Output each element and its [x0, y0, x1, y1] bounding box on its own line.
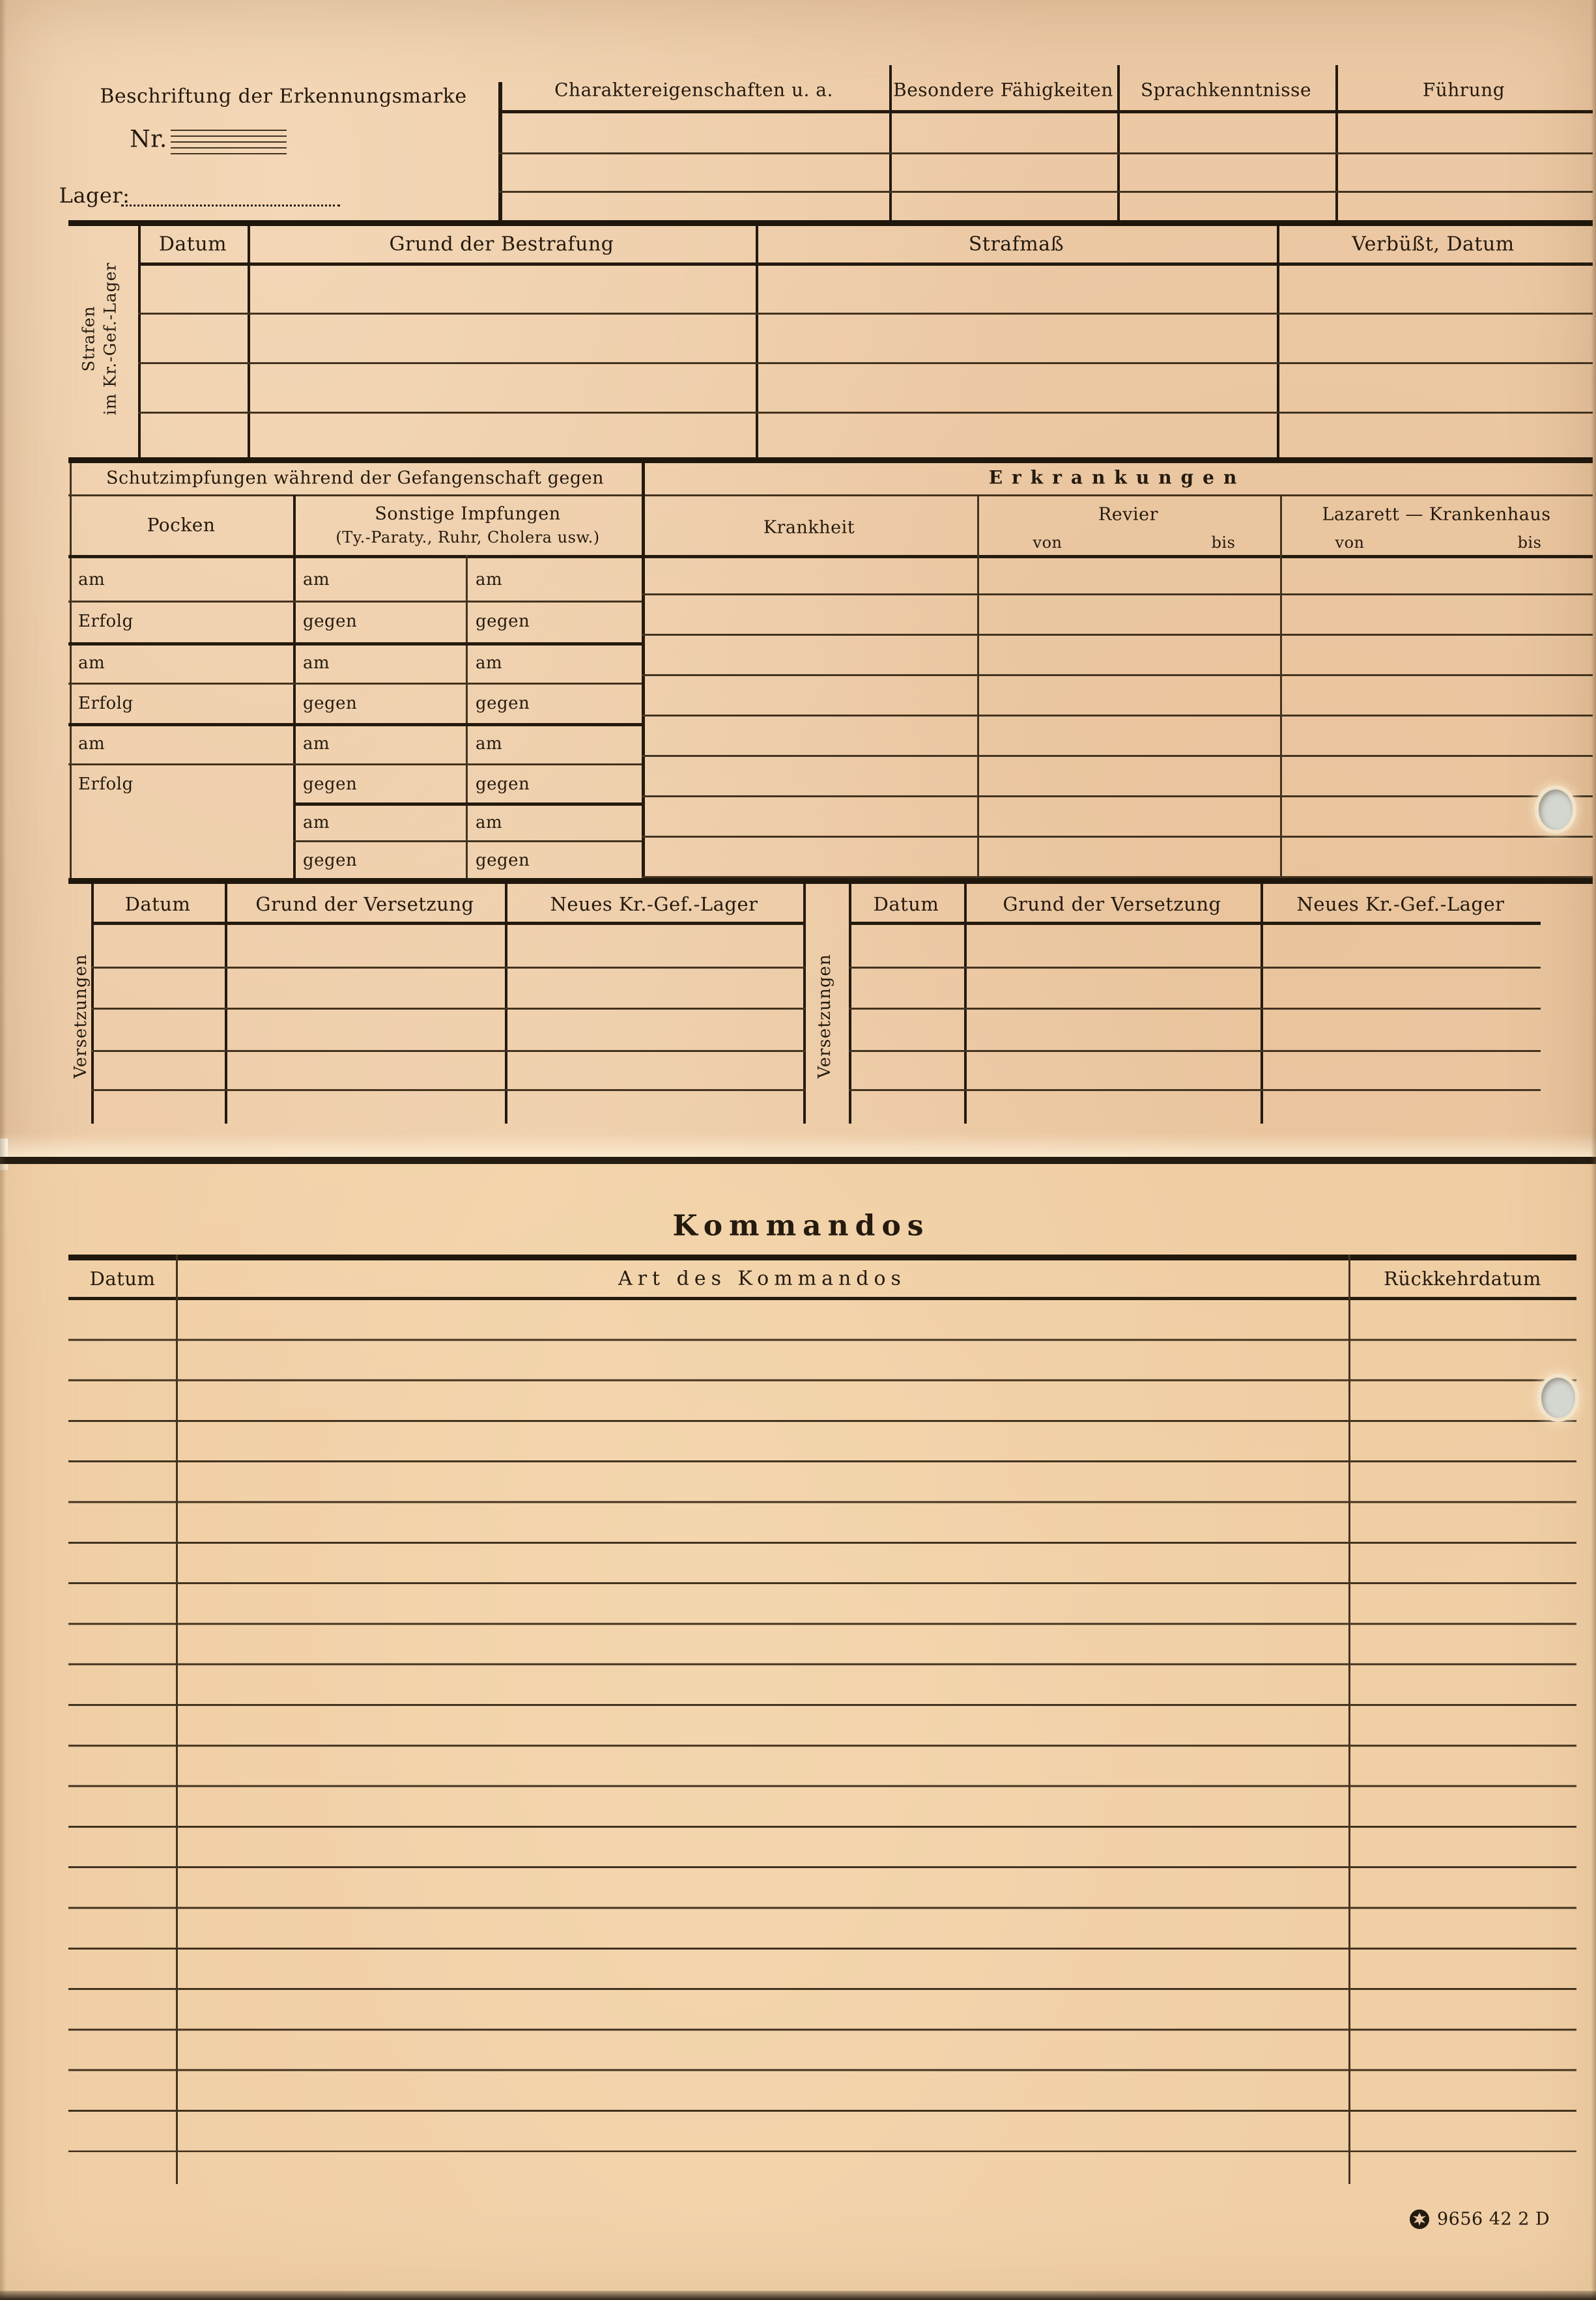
vacc-am-label: am [476, 570, 503, 589]
vacc-gegen-label: gegen [476, 694, 530, 713]
transfers-row-rule [849, 1050, 1541, 1052]
punch-hole [1539, 789, 1573, 830]
vacc-am-label: am [476, 653, 503, 673]
illnesses-revier-von: von [1033, 533, 1062, 552]
kommandos-title: Kommandos [672, 1209, 930, 1243]
traits-column-divider [1117, 65, 1120, 224]
vacc-gegen-label: gegen [303, 694, 358, 713]
illnesses-col-revier: Revier [1098, 504, 1159, 525]
traits-col-header: Sprachkenntnisse [1140, 79, 1312, 101]
punishments-col-verbuesst: Verbüßt, Datum [1352, 233, 1515, 256]
vacc-gegen-label: gegen [476, 774, 530, 794]
vacc-erfolg-label: Erfolg [78, 774, 134, 794]
traits-column-divider [1335, 65, 1338, 224]
fold-highlight [0, 1133, 1596, 1158]
transfers-row-rule [849, 1089, 1541, 1091]
transfers-side-label-right: Versetzungen [815, 954, 834, 1079]
illnesses-col-krankheit: Krankheit [763, 517, 855, 538]
transfers-column-divider [1261, 884, 1263, 1124]
traits-col-header: Führung [1422, 79, 1505, 101]
illnesses-title: Erkrankungen [988, 466, 1246, 489]
vacc-erfolg-label: Erfolg [78, 694, 134, 713]
vaccinations-left-border [70, 463, 72, 878]
vacc-am-label: am [78, 570, 106, 589]
punishments-row-rule [138, 313, 1593, 315]
kommandos-col-art: Art des Kommandos [618, 1267, 906, 1290]
transfers-row-rule [91, 1008, 805, 1010]
kommandos-col-datum: Datum [89, 1268, 156, 1290]
punishments-row-rule [138, 412, 1593, 414]
vacc-am-label: am [303, 653, 330, 673]
scan-edge-bottom [0, 2291, 1596, 2300]
punch-hole [1541, 1378, 1575, 1418]
punishments-header-rule [138, 263, 1593, 266]
vaccinations-col-sonstige: Sonstige Impfungen [375, 504, 561, 524]
vacc-gegen-label: gegen [303, 851, 358, 870]
traits-row-rule [498, 152, 1593, 154]
punishments-left-border [138, 226, 141, 459]
vacc-am-label: am [303, 813, 330, 832]
transfers-header-rule [91, 922, 805, 925]
vacc-am-label: am [78, 653, 106, 673]
id-number-lines [171, 125, 287, 156]
section-divider [68, 220, 1593, 226]
illnesses-lazarett-von: von [1335, 533, 1365, 552]
traits-row-rule [498, 191, 1593, 193]
vacc-group-rule [293, 802, 642, 806]
transfers-right-table-border [849, 884, 851, 1124]
transfers-col-grund: Grund der Versetzung [1003, 893, 1221, 915]
transfers-column-divider [505, 884, 507, 1124]
vacc-row-rule [68, 601, 642, 603]
illnesses-ruled-rows [642, 555, 1593, 878]
transfers-row-rule [91, 1050, 805, 1052]
vacc-group-rule [68, 723, 642, 726]
pocken-sonstige-divider [293, 495, 296, 878]
fold-line [0, 1157, 1596, 1164]
vacc-am-label: am [476, 734, 503, 754]
transfers-col-neues: Neues Kr.-Gef.-Lager [550, 893, 758, 915]
id-number-label: Nr. [130, 126, 167, 153]
kommandos-col-rueckkehr: Rückkehrdatum [1384, 1268, 1541, 1290]
transfers-column-divider [225, 884, 227, 1124]
transfers-row-rule [91, 967, 805, 969]
punishments-col-datum: Datum [158, 233, 227, 256]
punishments-column-divider [1277, 226, 1279, 459]
vacc-gegen-label: gegen [476, 612, 530, 631]
punishments-col-strafmass: Strafmaß [968, 233, 1064, 256]
traits-col-header: Besondere Fähigkeiten [893, 79, 1113, 101]
punishments-column-divider [248, 226, 250, 459]
vacc-gegen-label: gegen [303, 774, 358, 794]
vacc-am-label: am [476, 813, 503, 832]
transfers-left-table-right-border [803, 884, 806, 1124]
kommandos-datum-divider [176, 1255, 178, 2184]
vacc-row-rule [68, 683, 642, 685]
transfers-row-rule [849, 1008, 1541, 1010]
vacc-gegen-label: gegen [476, 851, 530, 870]
lager-dotted-line [121, 199, 340, 206]
section-divider [68, 457, 1593, 463]
vacc-row-rule [293, 840, 642, 842]
illnesses-lazarett-bis: bis [1517, 533, 1542, 552]
lager-label: Lager: [59, 183, 130, 208]
traits-column-divider [889, 65, 892, 224]
vacc-group-rule [68, 642, 642, 646]
punishments-side-label [79, 263, 121, 416]
punishments-row-rule [138, 362, 1593, 364]
vaccinations-col-pocken: Pocken [147, 514, 216, 536]
transfers-col-neues: Neues Kr.-Gef.-Lager [1296, 893, 1505, 915]
sonstige-sub-divider [466, 555, 468, 878]
illnesses-revier-bis: bis [1211, 533, 1236, 552]
transfers-row-rule [849, 967, 1541, 969]
vacc-am-label: am [303, 570, 330, 589]
scan-edge-left [0, 0, 7, 2300]
printer-code: 9656 42 2 D [1437, 2209, 1550, 2230]
transfers-col-datum: Datum [124, 893, 191, 915]
transfers-column-divider [964, 884, 967, 1124]
printer-emblem-eagle-icon [1408, 2208, 1431, 2233]
transfers-row-rule [91, 1089, 805, 1091]
traits-header-rule [498, 110, 1593, 113]
punishments-column-divider [756, 226, 758, 459]
punishments-side-label-line1: Strafen [79, 305, 98, 372]
transfers-left-table-border [91, 884, 94, 1124]
section-divider [68, 878, 1593, 884]
vacc-am-label: am [303, 734, 330, 754]
transfers-col-grund: Grund der Versetzung [255, 893, 474, 915]
punishments-col-grund: Grund der Bestrafung [389, 233, 614, 256]
traits-col-header: Charaktereigenschaften u. a. [554, 79, 833, 101]
vacc-gegen-label: gegen [303, 612, 358, 631]
id-block-title: Beschriftung der Erkennungsmarke [100, 85, 467, 108]
transfers-col-datum: Datum [873, 893, 939, 915]
scan-edge-right [1591, 0, 1596, 2300]
vacc-erfolg-label: Erfolg [78, 612, 134, 631]
vacc-am-label: am [78, 734, 106, 754]
vacc-row-rule [68, 763, 642, 765]
vaccinations-title: Schutzimpfungen während der Gefangenschaft gegen [106, 468, 604, 489]
illnesses-col-lazarett: Lazarett — Krankenhaus [1322, 504, 1551, 525]
vaccinations-col-sonstige-sub: (Ty.-Paraty., Ruhr, Cholera usw.) [335, 528, 600, 547]
transfers-header-rule [849, 922, 1541, 925]
transfers-side-label-left: Versetzungen [71, 954, 91, 1079]
kommandos-rueckkehr-divider [1348, 1255, 1350, 2184]
subheader-rule [68, 494, 1593, 496]
punishments-side-label-line2: im Kr.-Gef.-Lager [100, 262, 119, 416]
